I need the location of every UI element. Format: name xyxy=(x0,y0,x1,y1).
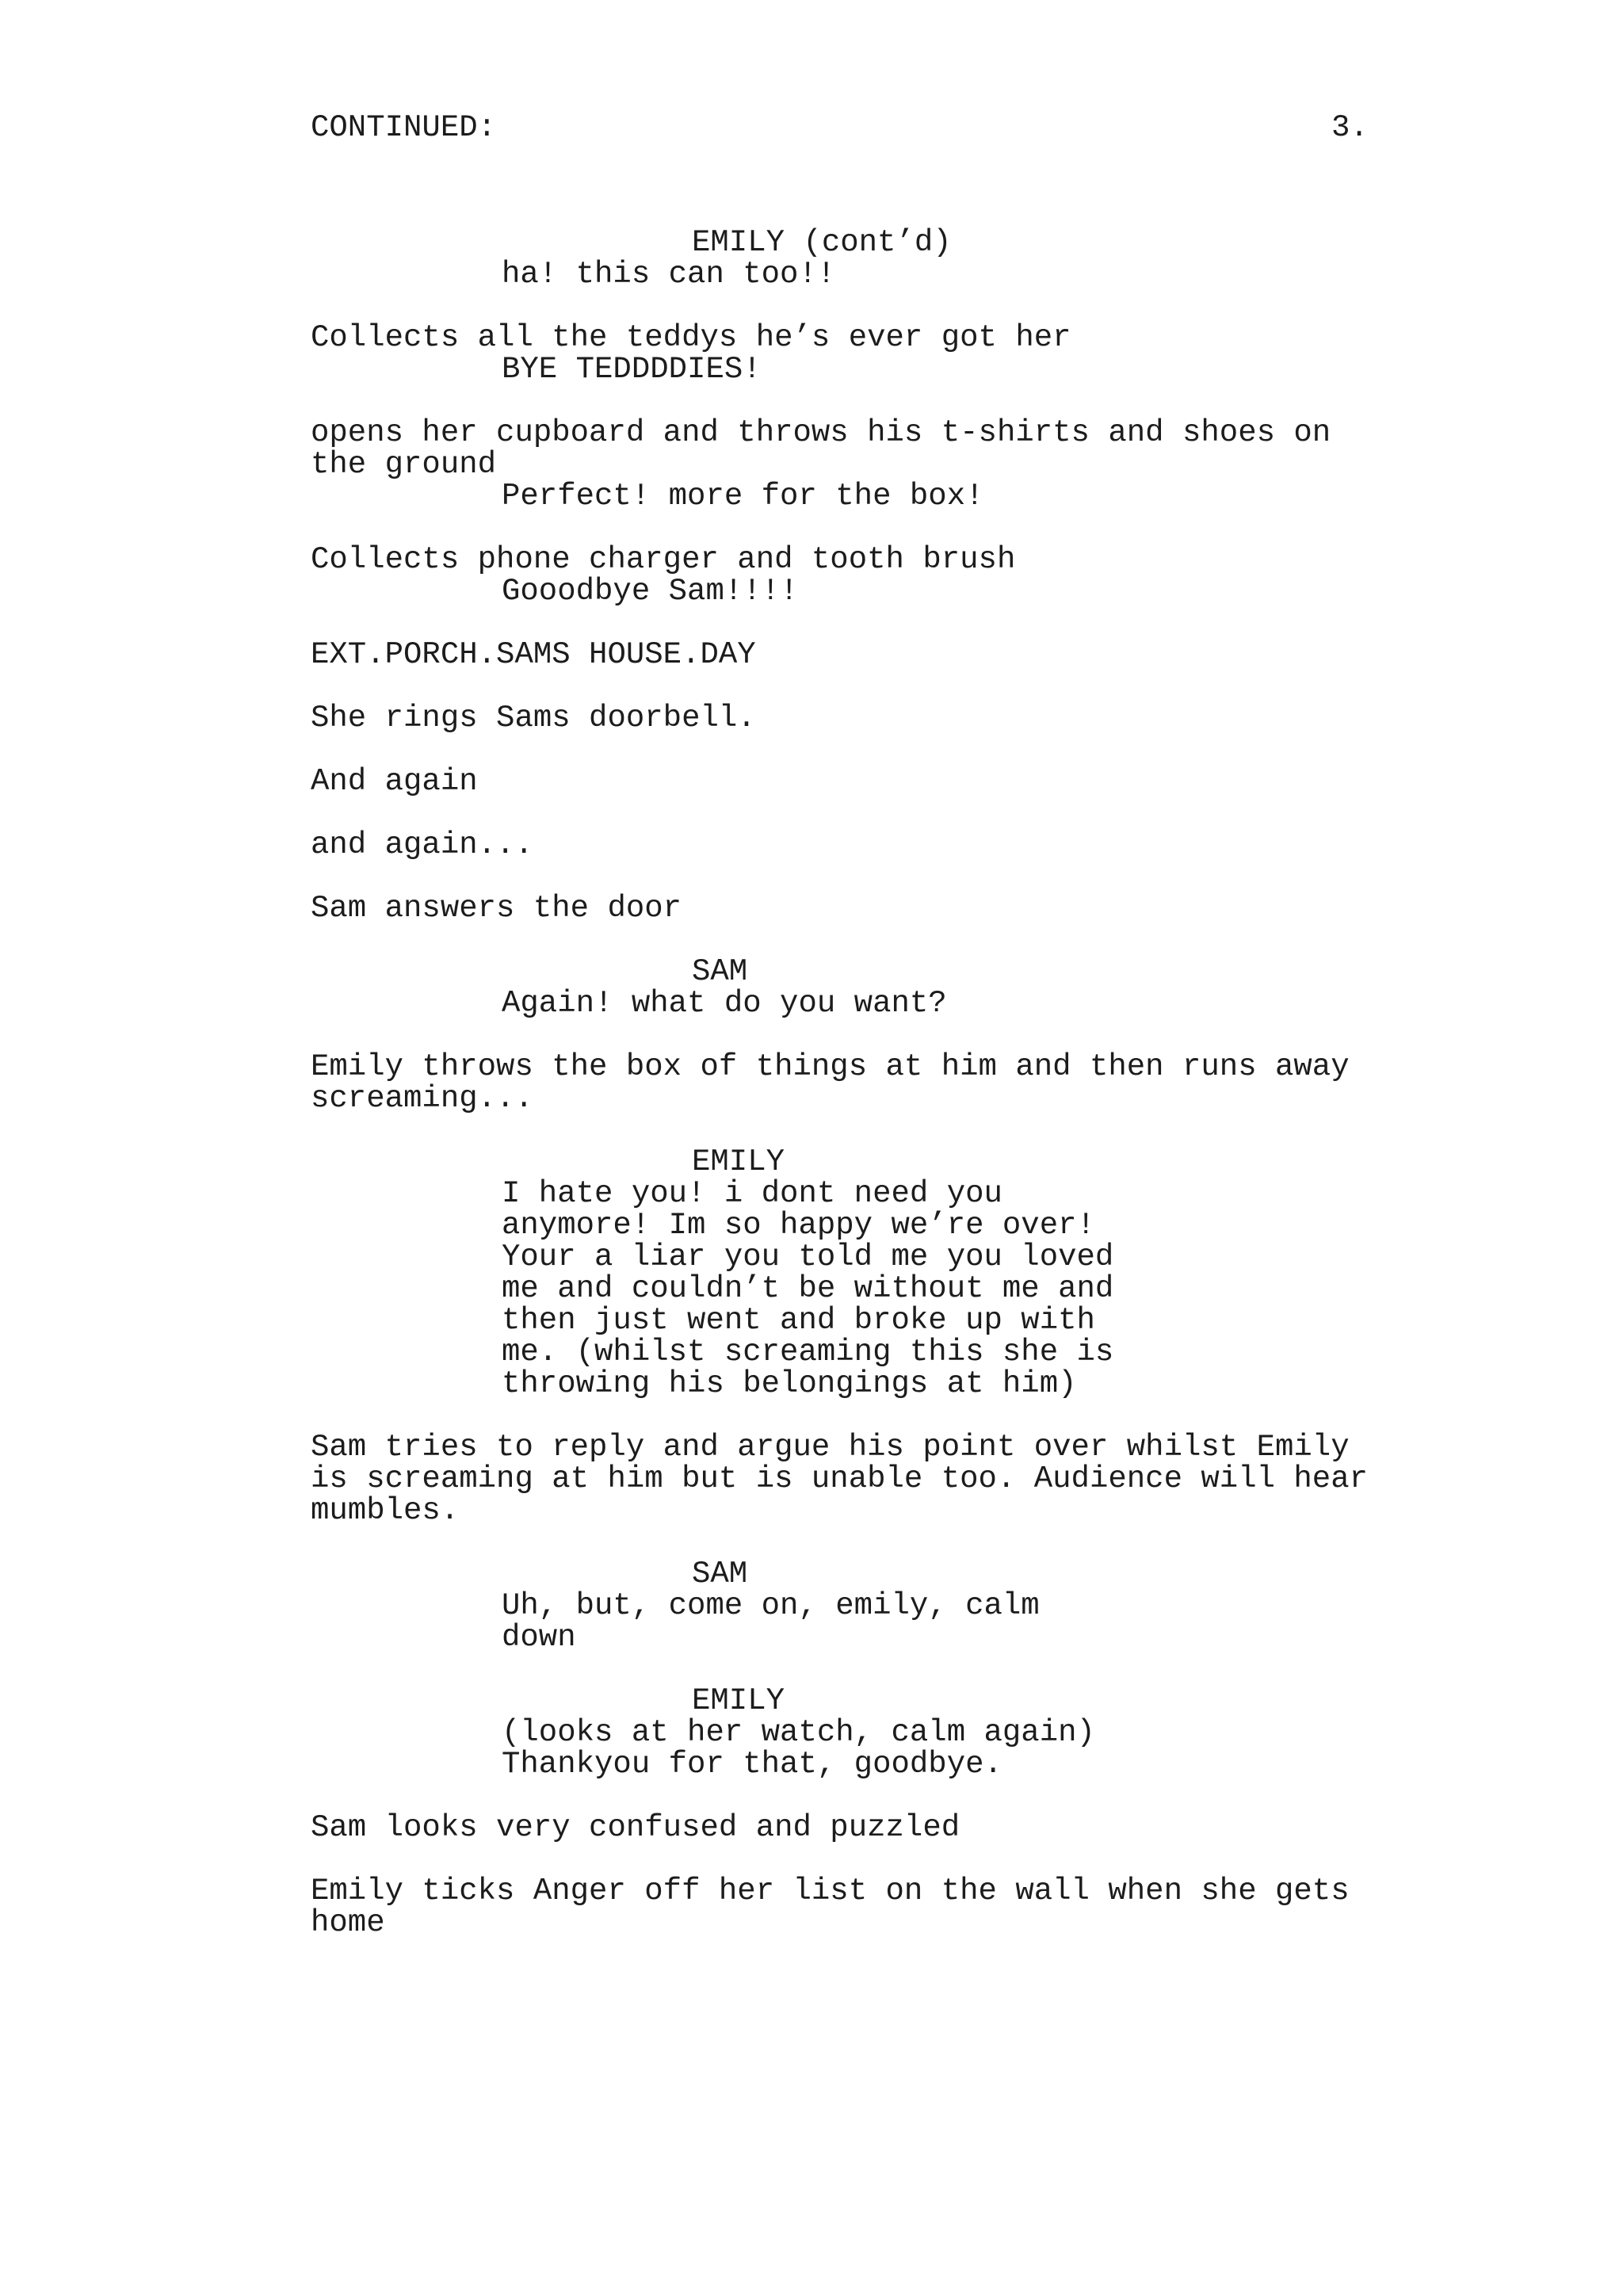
dialogue-line: throwing his belongings at him) xyxy=(502,1366,1077,1401)
blank-line xyxy=(311,924,1420,956)
blank-line xyxy=(311,1653,1420,1685)
blank-line xyxy=(311,797,1420,829)
blank-line xyxy=(311,290,1420,322)
script-body xyxy=(311,227,1420,1939)
dialogue-line: (looks at her watch, calm again) xyxy=(502,1715,1095,1750)
character-cue: SAM xyxy=(692,1557,748,1591)
action-line: screaming... xyxy=(311,1081,533,1116)
action-line: Emily throws the box of things at him and then runs away xyxy=(311,1049,1350,1084)
action-line: home xyxy=(311,1905,385,1940)
action-line: and again... xyxy=(311,827,533,862)
blank-line xyxy=(311,1526,1420,1558)
continued-header: CONTINUED: xyxy=(311,110,497,145)
character-cue: EMILY xyxy=(692,1683,785,1718)
blank-line xyxy=(311,670,1420,702)
dialogue-line: Thankyou for that, goodbye. xyxy=(502,1747,1002,1782)
action-line: Sam tries to reply and argue his point over whilst Emily xyxy=(311,1430,1350,1465)
dialogue-line: anymore! Im so happy we’re over! xyxy=(502,1208,1095,1243)
blank-line xyxy=(311,861,1420,892)
action-line: EXT.PORCH.SAMS HOUSE.DAY xyxy=(311,637,756,672)
dialogue-line: BYE TEDDDDIES! xyxy=(502,352,762,387)
action-line: Sam looks very confused and puzzled xyxy=(311,1810,960,1845)
dialogue-line: ha! this can too!! xyxy=(502,257,836,292)
dialogue-line: me. (whilst screaming this she is xyxy=(502,1335,1114,1370)
blank-line xyxy=(311,1114,1420,1146)
blank-line xyxy=(311,1780,1420,1812)
dialogue-line: then just went and broke up with xyxy=(502,1303,1095,1338)
action-line: mumbles. xyxy=(311,1493,460,1528)
blank-line xyxy=(311,734,1420,766)
dialogue-line: Uh, but, come on, emily, calm xyxy=(502,1588,1040,1623)
action-line: Collects all the teddys he’s ever got her xyxy=(311,320,1071,355)
action-line: the ground xyxy=(311,447,497,482)
blank-line xyxy=(311,1843,1420,1875)
action-line: Emily ticks Anger off her list on the wall when she gets xyxy=(311,1874,1350,1908)
blank-line xyxy=(311,607,1420,639)
dialogue-line: me and couldn’t be without me and xyxy=(502,1271,1114,1306)
blank-line xyxy=(311,385,1420,417)
blank-line xyxy=(311,1400,1420,1431)
action-line: opens her cupboard and throws his t-shirts and shoes on xyxy=(311,415,1331,450)
dialogue-line: Perfect! more for the box! xyxy=(502,479,984,514)
action-line: Sam answers the door xyxy=(311,891,682,926)
dialogue-line: Your a liar you told me you loved xyxy=(502,1240,1114,1274)
action-line: Collects phone charger and tooth brush xyxy=(311,542,1016,577)
blank-line xyxy=(311,1019,1420,1051)
dialogue-line: Again! what do you want? xyxy=(502,986,947,1021)
character-cue: SAM xyxy=(692,954,748,989)
action-line: She rings Sams doorbell. xyxy=(311,701,756,735)
character-cue: EMILY (cont’d) xyxy=(692,225,952,260)
action-line: And again xyxy=(311,764,478,799)
page-number: 3. xyxy=(1331,110,1369,145)
dialogue-line: down xyxy=(502,1620,576,1655)
dialogue-line: Gooodbye Sam!!!! xyxy=(502,574,799,609)
character-cue: EMILY xyxy=(692,1144,785,1179)
blank-line xyxy=(311,512,1420,544)
dialogue-line: I hate you! i dont need you xyxy=(502,1176,1002,1211)
action-line: is screaming at him but is unable too. Audience will hear xyxy=(311,1461,1369,1496)
